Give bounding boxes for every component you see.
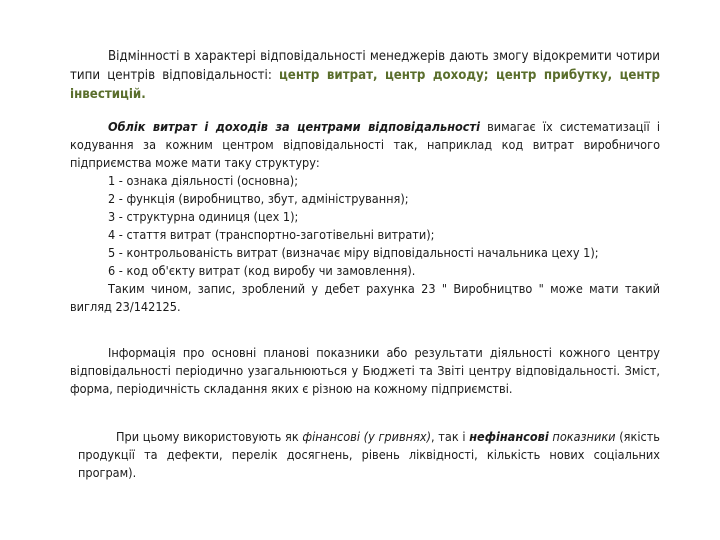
indicators-end: (якість продукції та дефекти, перелік досягнень, рівень ліквідності, кількість нових соціальних програм).: [78, 429, 660, 480]
financial-indicators: фінансові (у гривнях): [302, 429, 432, 444]
code-item-5: 5 - контрольованість витрат (визначає міру відповідальності начальника цеху 1);: [108, 245, 599, 260]
nonfinancial-label: нефінансові: [469, 429, 549, 444]
responsibility-centers-highlight: центр витрат, центр доходу; центр прибутку, центр інвестицій.: [70, 68, 660, 102]
nonfinancial-indicators: показники: [548, 429, 616, 444]
code-item-4: 4 - стаття витрат (транспортно-заготівельні витрати);: [108, 227, 435, 242]
intro-paragraph: [70, 47, 660, 104]
indicators-paragraph: [78, 428, 660, 482]
intro-text: Відмінності в характері відповідальності менеджерів дають змогу відокремити чотири типи центрів відповідальності:: [70, 49, 660, 83]
cost-accounting-section: [70, 118, 660, 316]
code-item-1: 1 - ознака діяльності (основна);: [108, 173, 299, 188]
cost-accounting-intro: [70, 118, 660, 172]
cost-accounting-lead: Облік витрат і доходів за центрами відповідальності: [108, 119, 480, 134]
code-item-3: 3 - структурна одиниця (цех 1);: [108, 209, 299, 224]
cost-code-example: Таким чином, запис, зроблений у дебет рахунка 23 " Виробництво " може мати такий вигляд 23/142125.: [70, 281, 660, 314]
cost-accounting-text: вимагає їх систематизації і кодування за кожним центром відповідальності так, наприклад код витрат виробничого підприємства може мати таку структуру:: [70, 119, 660, 170]
indicators-start: При цьому використовують як: [116, 429, 303, 444]
indicators-middle: , так і: [431, 429, 470, 444]
budget-report-paragraph: Інформація про основні планові показники або результати діяльності кожного центру відповідальності періодично узагальнюються у Бюджеті та Звіті центру відповідальності. Зміст, форма, періодичність складання яких є різною на кожному підприємстві.: [70, 345, 660, 396]
code-item-6: 6 - код об'єкту витрат (код виробу чи замовлення).: [108, 263, 416, 278]
code-item-2: 2 - функція (виробництво, збут, адміністрування);: [108, 191, 409, 206]
